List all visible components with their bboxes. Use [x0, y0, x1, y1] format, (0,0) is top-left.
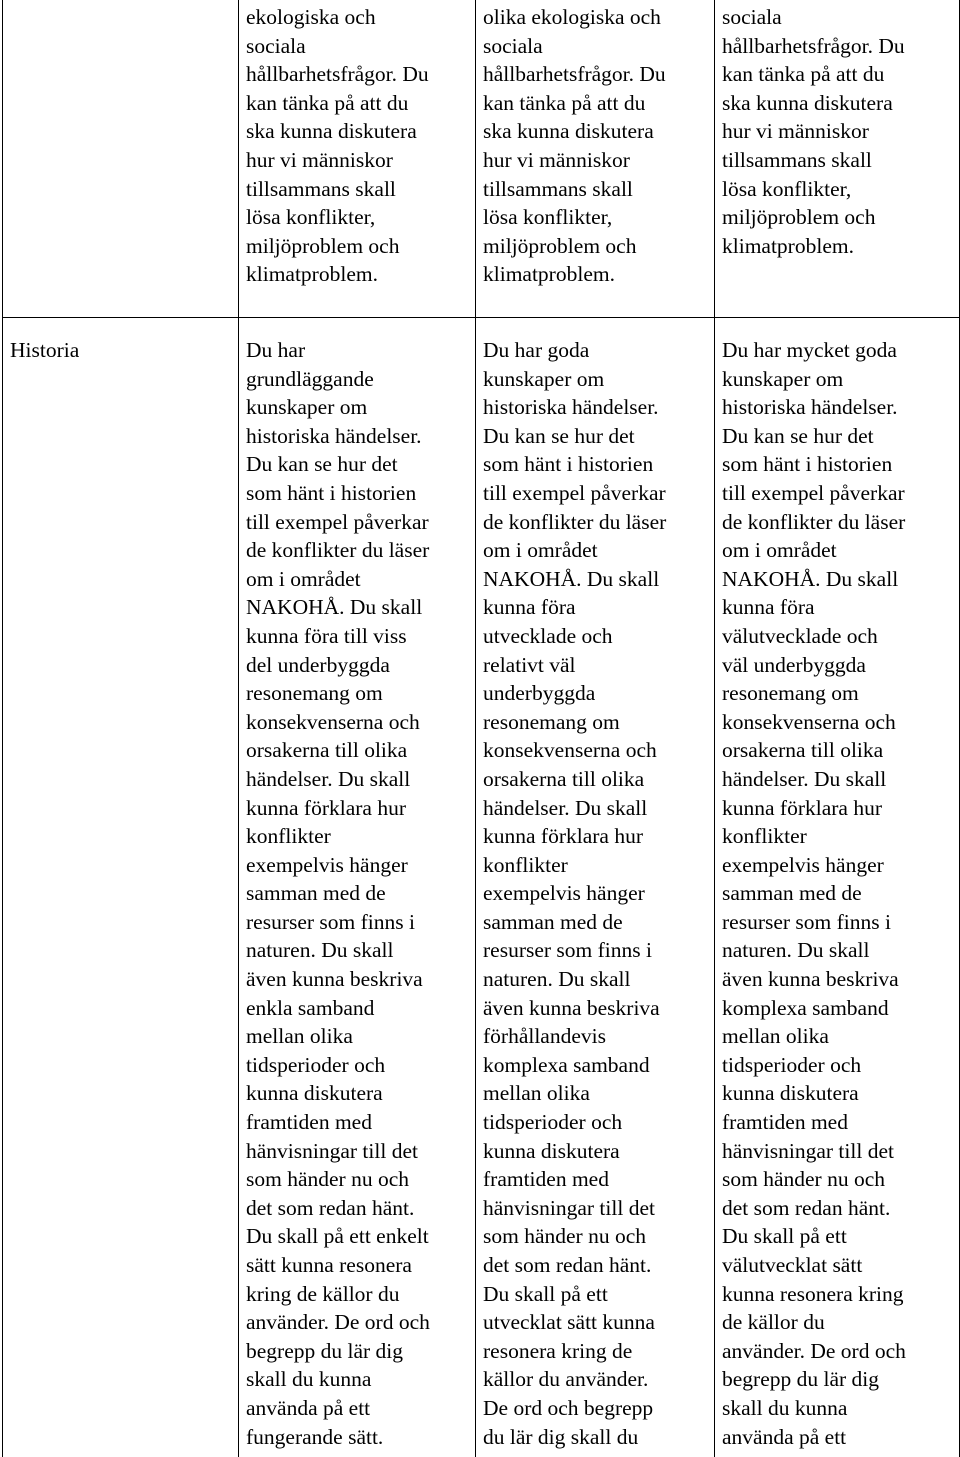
level-c-cell: [476, 318, 715, 1457]
subject-label: Historia: [10, 336, 232, 365]
grading-rubric-table: [2, 0, 960, 1457]
level-c-cell: [476, 0, 715, 318]
criteria-text: sociala hållbarhetsfrågor. Du kan tänka på att du ska kunna diskutera hur vi människor tillsammans skall lösa konflikter, miljöproblem och klimatproblem.: [722, 3, 953, 260]
criteria-text: olika ekologiska och sociala hållbarhetsfrågor. Du kan tänka på att du ska kunna diskutera hur vi människor tillsammans skall lösa konflikter, miljöproblem och klimatproblem.: [483, 3, 708, 289]
table-row: [3, 318, 960, 1457]
criteria-text: Du har grundläggande kunskaper om historiska händelser. Du kan se hur det som hänt i historien till exempel påverkar de konflikter du läser om i området NAKOHÅ. Du skall kunna föra till viss del underbyggda resonemang om konsekvenserna och orsakerna till olika händelser. Du skall kunna förklara hur konflikter exempelvis hänger samman med de resurser som finns i naturen. Du skall även kunna beskriva enkla samband mellan olika tidsperioder och kunna diskutera framtiden med hänvisningar till det som händer nu och det som redan hänt. Du skall på ett enkelt sätt kunna resonera kring de källor du använder. De ord och begrepp du lär dig skall du kunna använda på ett fungerande sätt.: [246, 336, 469, 1451]
level-e-cell: [239, 318, 476, 1457]
level-e-cell: [239, 0, 476, 318]
criteria-text: Du har mycket goda kunskaper om historiska händelser. Du kan se hur det som hänt i historien till exempel påverkar de konflikter du läser om i området NAKOHÅ. Du skall kunna föra välutvecklade och väl underbyggda resonemang om konsekvenserna och orsakerna till olika händelser. Du skall kunna förklara hur konflikter exempelvis hänger samman med de resurser som finns i naturen. Du skall även kunna beskriva komplexa samband mellan olika tidsperioder och kunna diskutera framtiden med hänvisningar till det som händer nu och det som redan hänt. Du skall på ett välutvecklat sätt kunna resonera kring de källor du använder. De ord och begrepp du lär dig skall du kunna använda på ett: [722, 336, 953, 1451]
table-row: [3, 0, 960, 318]
subject-cell: [3, 0, 239, 318]
subject-cell: [3, 318, 239, 1457]
level-a-cell: [715, 0, 960, 318]
criteria-text: Du har goda kunskaper om historiska händelser. Du kan se hur det som hänt i historien till exempel påverkar de konflikter du läser om i området NAKOHÅ. Du skall kunna föra utvecklade och relativt väl underbyggda resonemang om konsekvenserna och orsakerna till olika händelser. Du skall kunna förklara hur konflikter exempelvis hänger samman med de resurser som finns i naturen. Du skall även kunna beskriva förhållandevis komplexa samband mellan olika tidsperioder och kunna diskutera framtiden med hänvisningar till det som händer nu och det som redan hänt. Du skall på ett utvecklat sätt kunna resonera kring de källor du använder. De ord och begrepp du lär dig skall du: [483, 336, 708, 1451]
criteria-text: ekologiska och sociala hållbarhetsfrågor. Du kan tänka på att du ska kunna diskutera hur vi människor tillsammans skall lösa konflikter, miljöproblem och klimatproblem.: [246, 3, 469, 289]
level-a-cell: [715, 318, 960, 1457]
